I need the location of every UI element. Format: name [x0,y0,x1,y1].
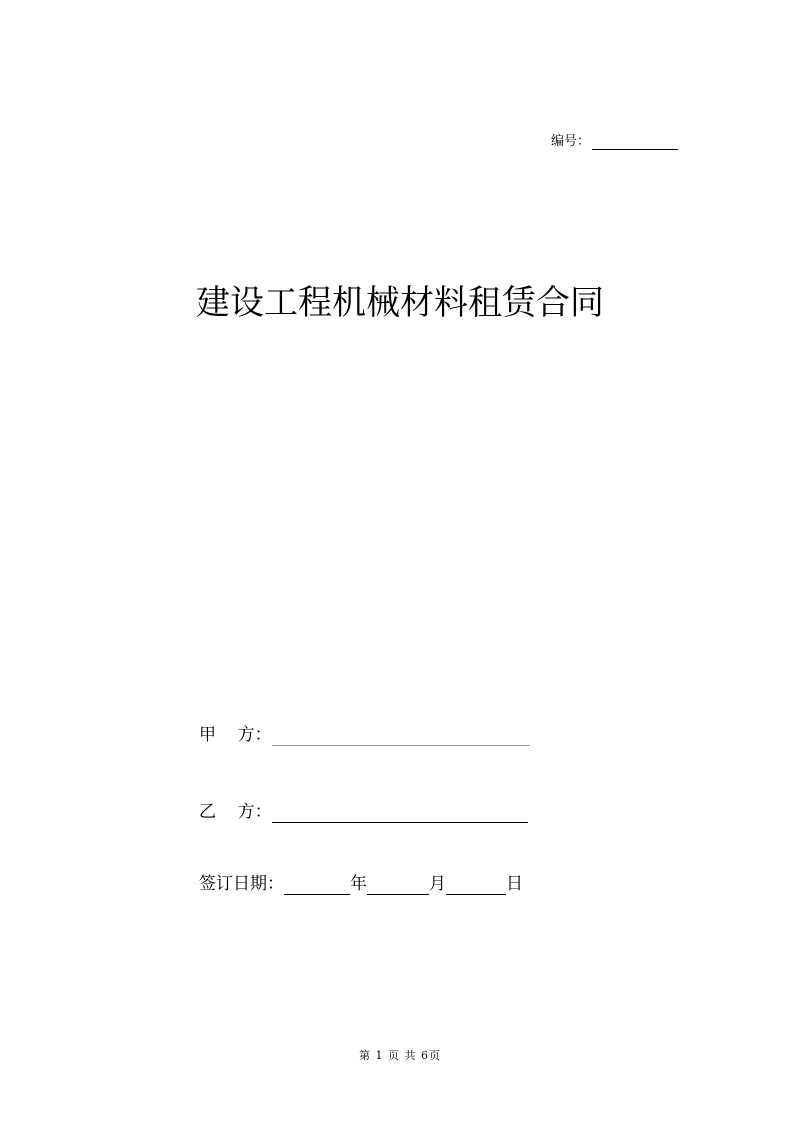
page-footer: 第 1 页 共 6页 [359,1049,441,1062]
serial-number-label: 编号： [551,134,591,149]
month-label: 月 [429,874,446,894]
party-b-label: 乙 方： [199,802,272,822]
month-blank [367,876,429,895]
year-label: 年 [350,874,367,894]
party-a-blank [272,727,530,746]
party-b-blank [272,804,528,823]
day-label: 日 [506,874,523,894]
party-b-row [199,801,528,823]
document-title: 建设工程机械材料租赁合同 [196,283,604,323]
party-a-label: 甲 方： [199,725,272,745]
serial-number-line [551,134,678,150]
party-a-row [199,724,530,746]
day-blank [446,876,506,895]
year-blank [284,876,350,895]
signing-date-label: 签订日期： [199,874,284,894]
signing-date-row [199,873,523,895]
serial-number-blank [592,135,678,150]
